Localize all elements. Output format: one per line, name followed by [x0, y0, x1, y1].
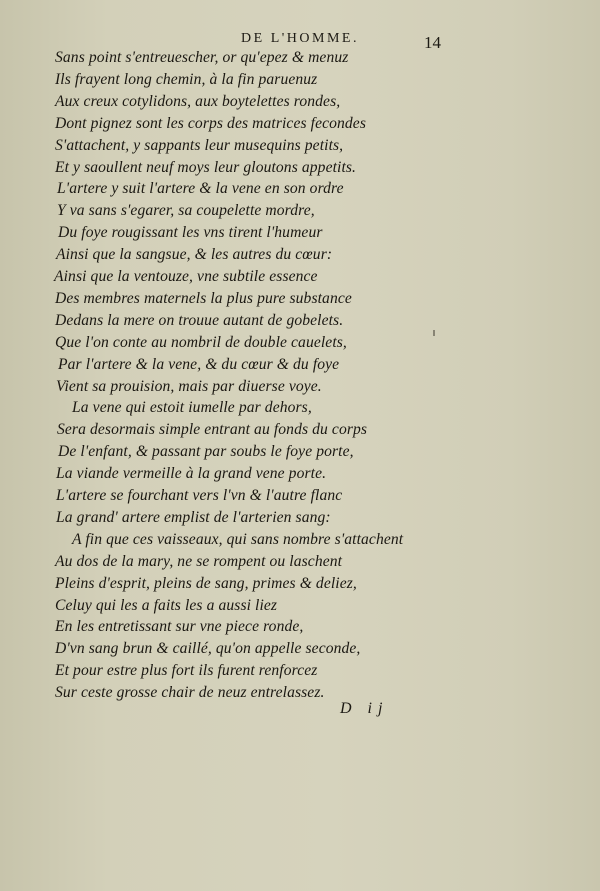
verse-line: S'attachent, y sappants leur musequins petits, [55, 136, 344, 154]
verse-line: L'artere y suit l'artere & la vene en son ordre [57, 180, 344, 198]
verse-line: La grand' artere emplist de l'arterien sang: [56, 508, 331, 526]
verse-line: Vient sa prouision, mais par diuerse voye. [56, 377, 322, 395]
verse-line: Et y saoullent neuf moys leur gloutons appetits. [55, 158, 357, 176]
verse-line: A fin que ces vaisseaux, qui sans nombre s'attachent [72, 530, 404, 548]
verse-line: Pleins d'esprit, pleins de sang, primes & deliez, [55, 574, 357, 592]
running-head: DE L'HOMME. [241, 31, 359, 46]
verse-line: Et pour estre plus fort ils furent renforcez [55, 662, 318, 680]
verse-line: Que l'on conte au nombril de double cauelets, [55, 333, 347, 351]
verse-line: De l'enfant, & passant par soubs le foye porte, [58, 443, 354, 461]
verse-line: Celuy qui les a faits les a aussi liez [55, 596, 278, 614]
verse-line: En les entretissant sur vne piece ronde, [55, 618, 304, 636]
verse-line: La viande vermeille à la grand vene porte. [56, 465, 327, 483]
verse-line: Ainsi que la ventouze, vne subtile essence [54, 268, 318, 285]
verse-line: La vene qui estoit iumelle par dehors, [72, 399, 312, 417]
verse-line: Ils frayent long chemin, à la fin paruenuz [55, 70, 318, 88]
verse-line: Y va sans s'egarer, sa coupelette mordre, [57, 202, 315, 220]
verse-line: Au dos de la mary, ne se rompent ou laschent [55, 552, 343, 570]
verse-line: Par l'artere & la vene, & du cœur & du foye [58, 355, 340, 373]
verse-line: D'vn sang brun & caillé, qu'on appelle seconde, [55, 640, 361, 658]
ink-speck [433, 330, 435, 336]
verse-line: Du foye rougissant les vns tirent l'humeur [58, 224, 323, 242]
verse-line: Sans point s'entreuescher, or qu'epez & menuz [55, 49, 349, 66]
page-number: 14 [424, 33, 441, 52]
signature-mark: D ij [340, 700, 389, 717]
verse-line: L'artere se fourchant vers l'vn & l'autre flanc [56, 487, 343, 504]
verse-line: Aux creux cotylidons, aux boytelettes rondes, [55, 92, 341, 110]
verse-line: Ainsi que la sangsue, & les autres du cœur: [56, 246, 333, 264]
verse-line: Dont pignez sont les corps des matrices fecondes [55, 114, 367, 132]
verse-line: Des membres maternels la plus pure substance [55, 289, 352, 307]
verse-line: Sera desormais simple entrant au fonds du corps [57, 421, 368, 439]
verse-line: Sur ceste grosse chair de neuz entrelassez. [55, 684, 325, 702]
verse-line: Dedans la mere on trouue autant de gobelets. [55, 311, 344, 329]
